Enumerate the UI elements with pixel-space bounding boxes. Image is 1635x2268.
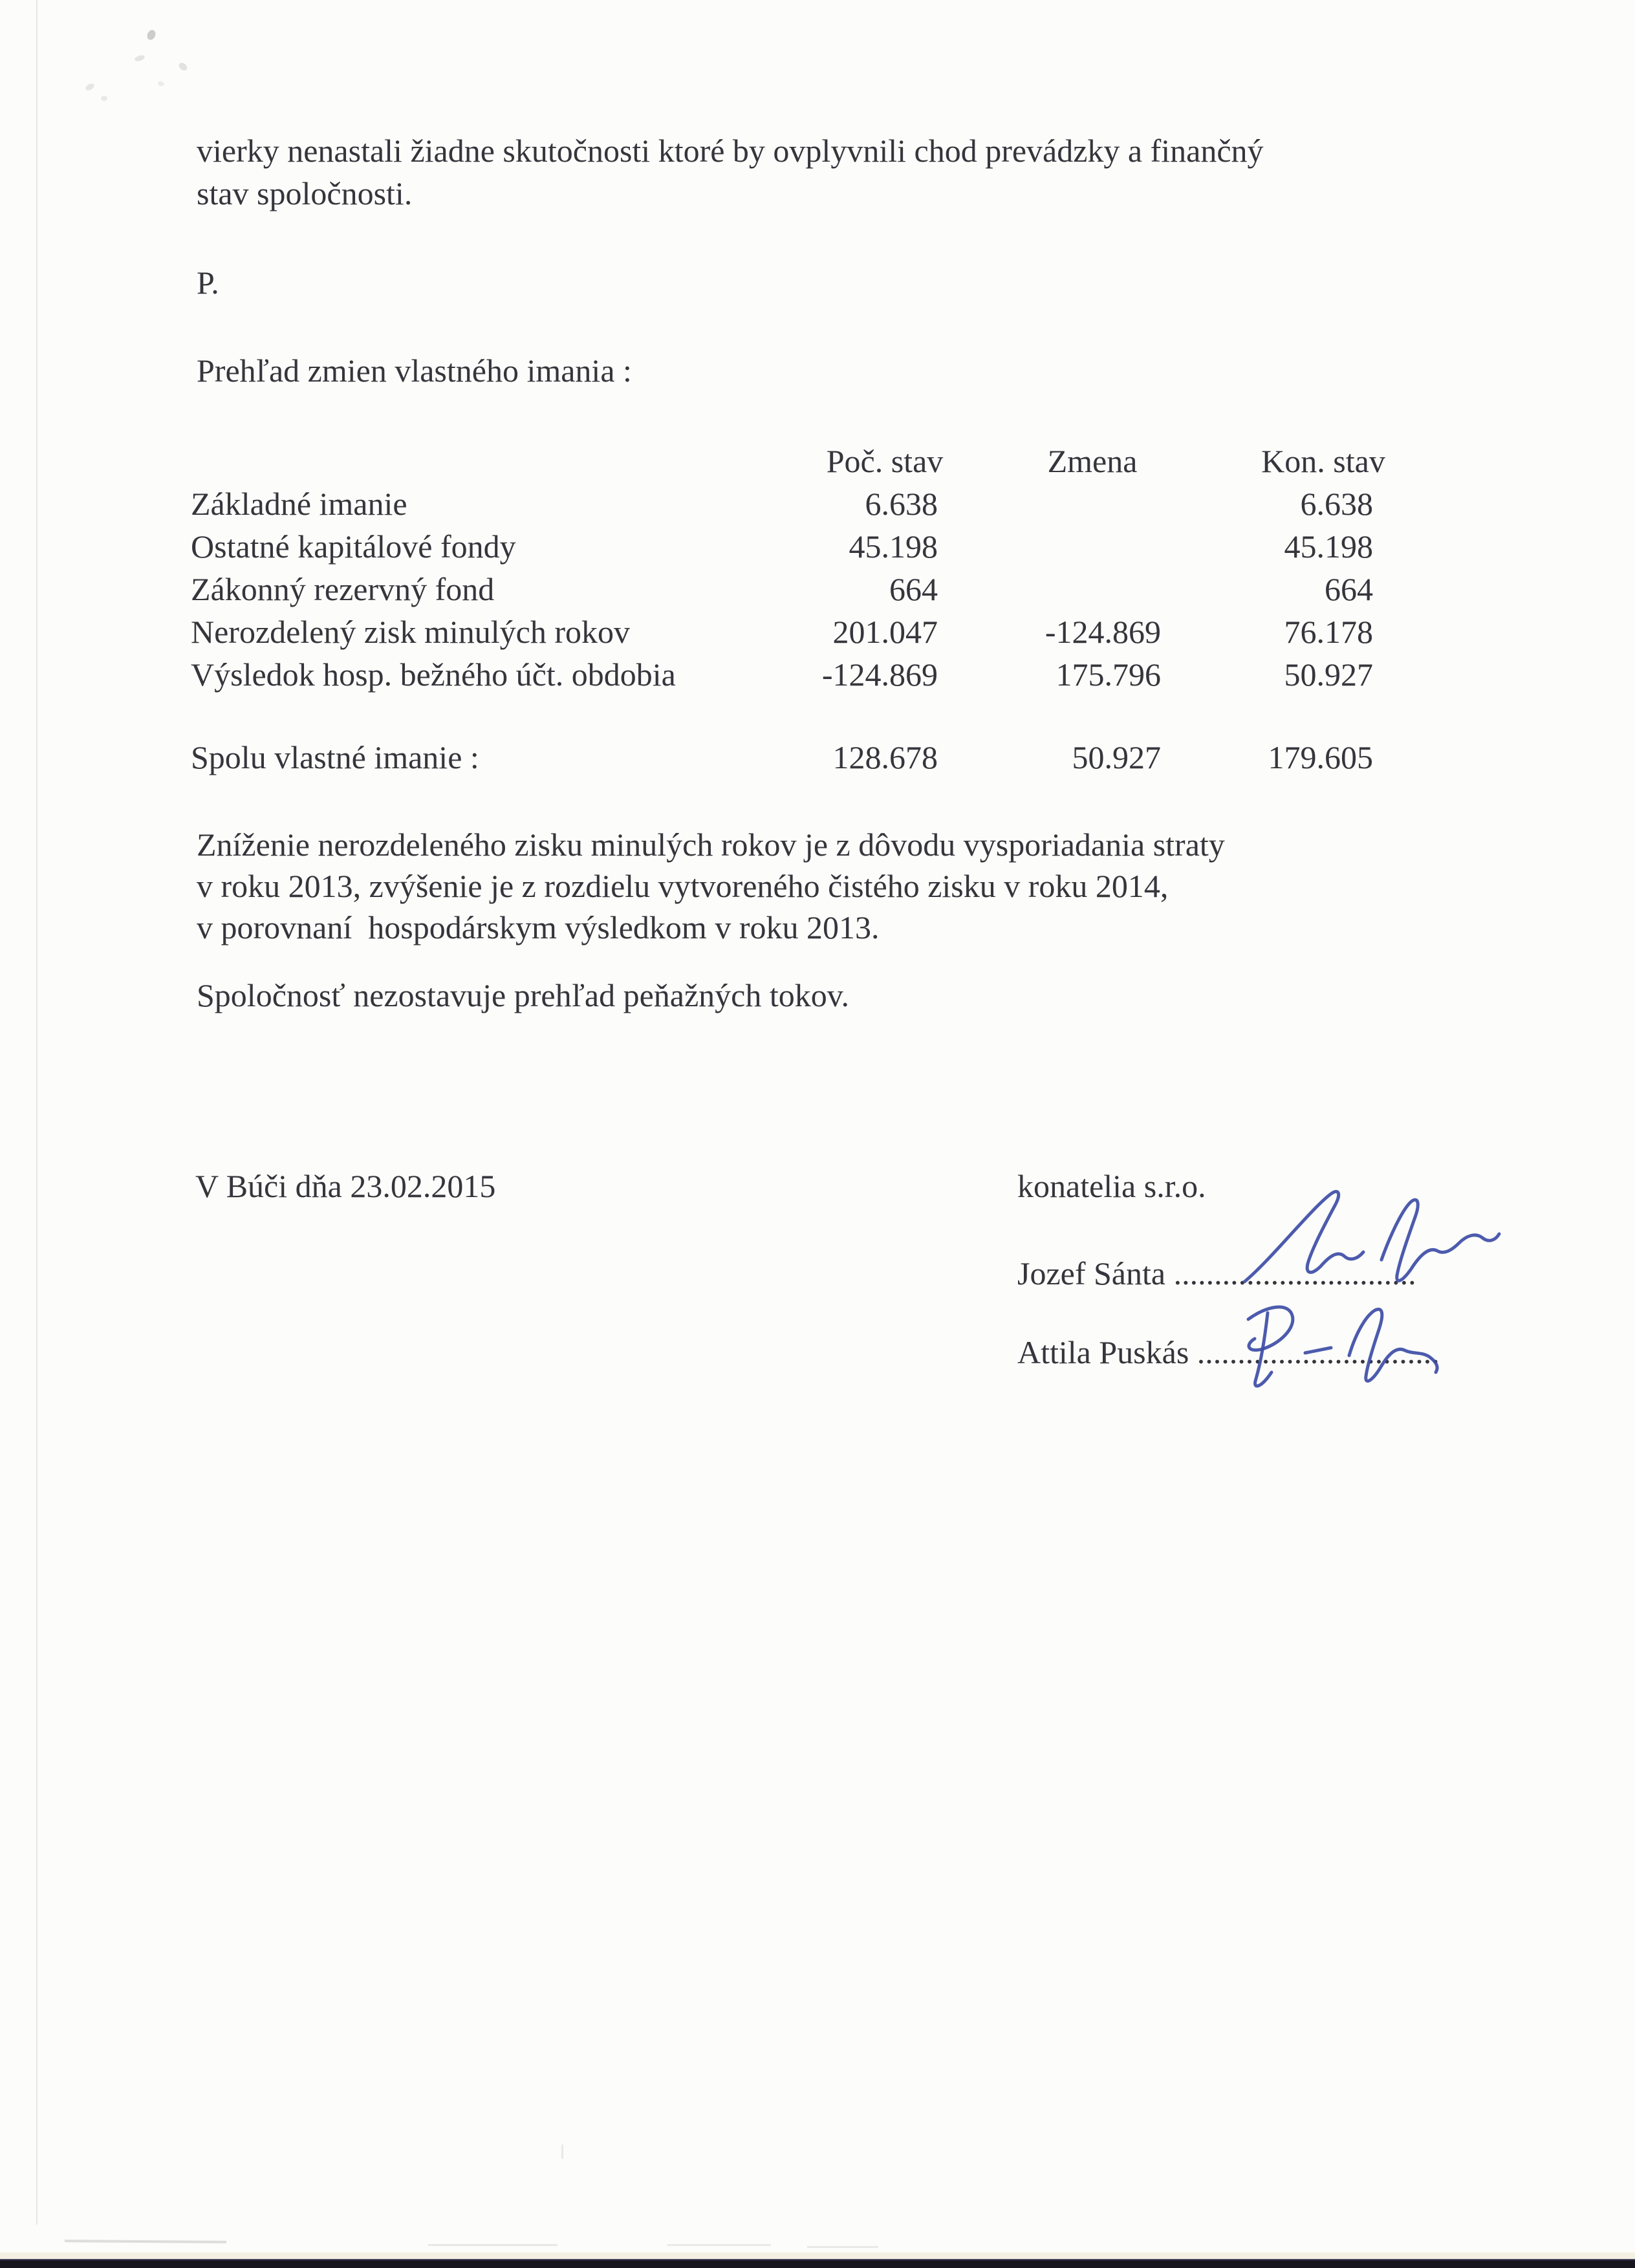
row-final-value: 664	[1325, 571, 1373, 607]
scan-artifact-smudge	[667, 2244, 771, 2246]
section-letter: P.	[197, 265, 219, 301]
row-initial-value: 664	[889, 571, 938, 607]
scan-artifact-speck	[101, 96, 107, 101]
table-row	[191, 653, 1394, 696]
scan-artifact-speck	[177, 61, 188, 72]
row-final-value: 6.638	[1300, 486, 1373, 522]
intro-line-2: stav spoločnosti.	[197, 175, 413, 211]
row-initial-value: -124.869	[821, 656, 938, 693]
scan-artifact-smudge	[807, 2246, 878, 2248]
table-header-row	[191, 440, 1394, 482]
signer1-name: Jozef Sánta	[1017, 1255, 1174, 1291]
table-header-change: Zmena	[1047, 443, 1138, 479]
scan-artifact-smudge	[561, 2144, 563, 2159]
table-title: Prehľad zmien vlastného imania :	[197, 352, 632, 389]
row-final-value: 45.198	[1284, 528, 1373, 565]
total-final-value: 179.605	[1268, 739, 1373, 775]
table-row	[191, 525, 1394, 568]
table-total-row	[191, 736, 1394, 779]
scan-artifact-smudge	[65, 2240, 226, 2243]
total-initial-value: 128.678	[832, 739, 938, 775]
signer2-line	[1017, 1331, 1440, 1374]
scan-artifact-smudge	[428, 2244, 558, 2246]
table-row	[191, 568, 1394, 610]
signer2-dotted-line: ..............................	[1196, 1334, 1440, 1370]
scan-artifact-bottom-tint	[0, 2252, 1635, 2259]
signer2-name: Attila Puskás	[1017, 1334, 1197, 1370]
signer1-line	[1017, 1252, 1416, 1295]
row-final-value: 50.927	[1284, 656, 1373, 693]
company-name: konatelia s.r.o.	[1017, 1168, 1206, 1204]
intro-line-1: vierky nenastali žiadne skutočnosti ktoré by ovplyvnili chod prevádzky a finančný	[197, 133, 1264, 169]
total-change-value: 50.927	[1072, 739, 1161, 775]
note-line-3: v porovnaní hospodárskym výsledkom v roku 2013.	[197, 909, 880, 945]
note-paragraph	[197, 824, 1225, 948]
note-line-1: Zníženie nerozdeleného zisku minulých rokov je z dôvodu vysporiadania straty	[197, 826, 1225, 863]
scan-artifact-speck	[134, 54, 146, 63]
scanner-edge-bar	[0, 2259, 1635, 2268]
signer1-dotted-line: ..............................	[1173, 1255, 1416, 1291]
row-label: Ostatné kapitálové fondy	[191, 528, 516, 565]
row-label: Nerozdelený zisk minulých rokov	[191, 614, 630, 650]
scan-artifact-speck	[157, 81, 164, 87]
row-initial-value: 6.638	[865, 486, 938, 522]
place-date: V Búči dňa 23.02.2015	[195, 1168, 496, 1204]
row-initial-value: 201.047	[832, 614, 938, 650]
row-initial-value: 45.198	[849, 528, 938, 565]
row-label: Základné imanie	[191, 486, 407, 522]
table-header-initial-state: Poč. stav	[826, 443, 944, 479]
row-change-value: -124.869	[1045, 614, 1161, 650]
scan-artifact-left-line	[36, 0, 38, 2225]
scan-artifact-speck	[146, 28, 157, 41]
scan-artifact-speck	[85, 82, 96, 92]
cashflow-note: Spoločnosť nezostavuje prehľad peňažných tokov.	[197, 977, 849, 1013]
intro-paragraph	[197, 129, 1264, 215]
row-change-value: 175.796	[1056, 656, 1161, 693]
total-label: Spolu vlastné imanie :	[191, 739, 479, 775]
row-label: Zákonný rezervný fond	[191, 571, 495, 607]
row-label: Výsledok hosp. bežného účt. obdobia	[191, 656, 676, 693]
row-final-value: 76.178	[1284, 614, 1373, 650]
note-line-2: v roku 2013, zvýšenie je z rozdielu vytvoreného čistého zisku v roku 2014,	[197, 868, 1169, 904]
table-header-final-state: Kon. stav	[1261, 443, 1385, 479]
table-row	[191, 610, 1394, 653]
table-row	[191, 482, 1394, 525]
